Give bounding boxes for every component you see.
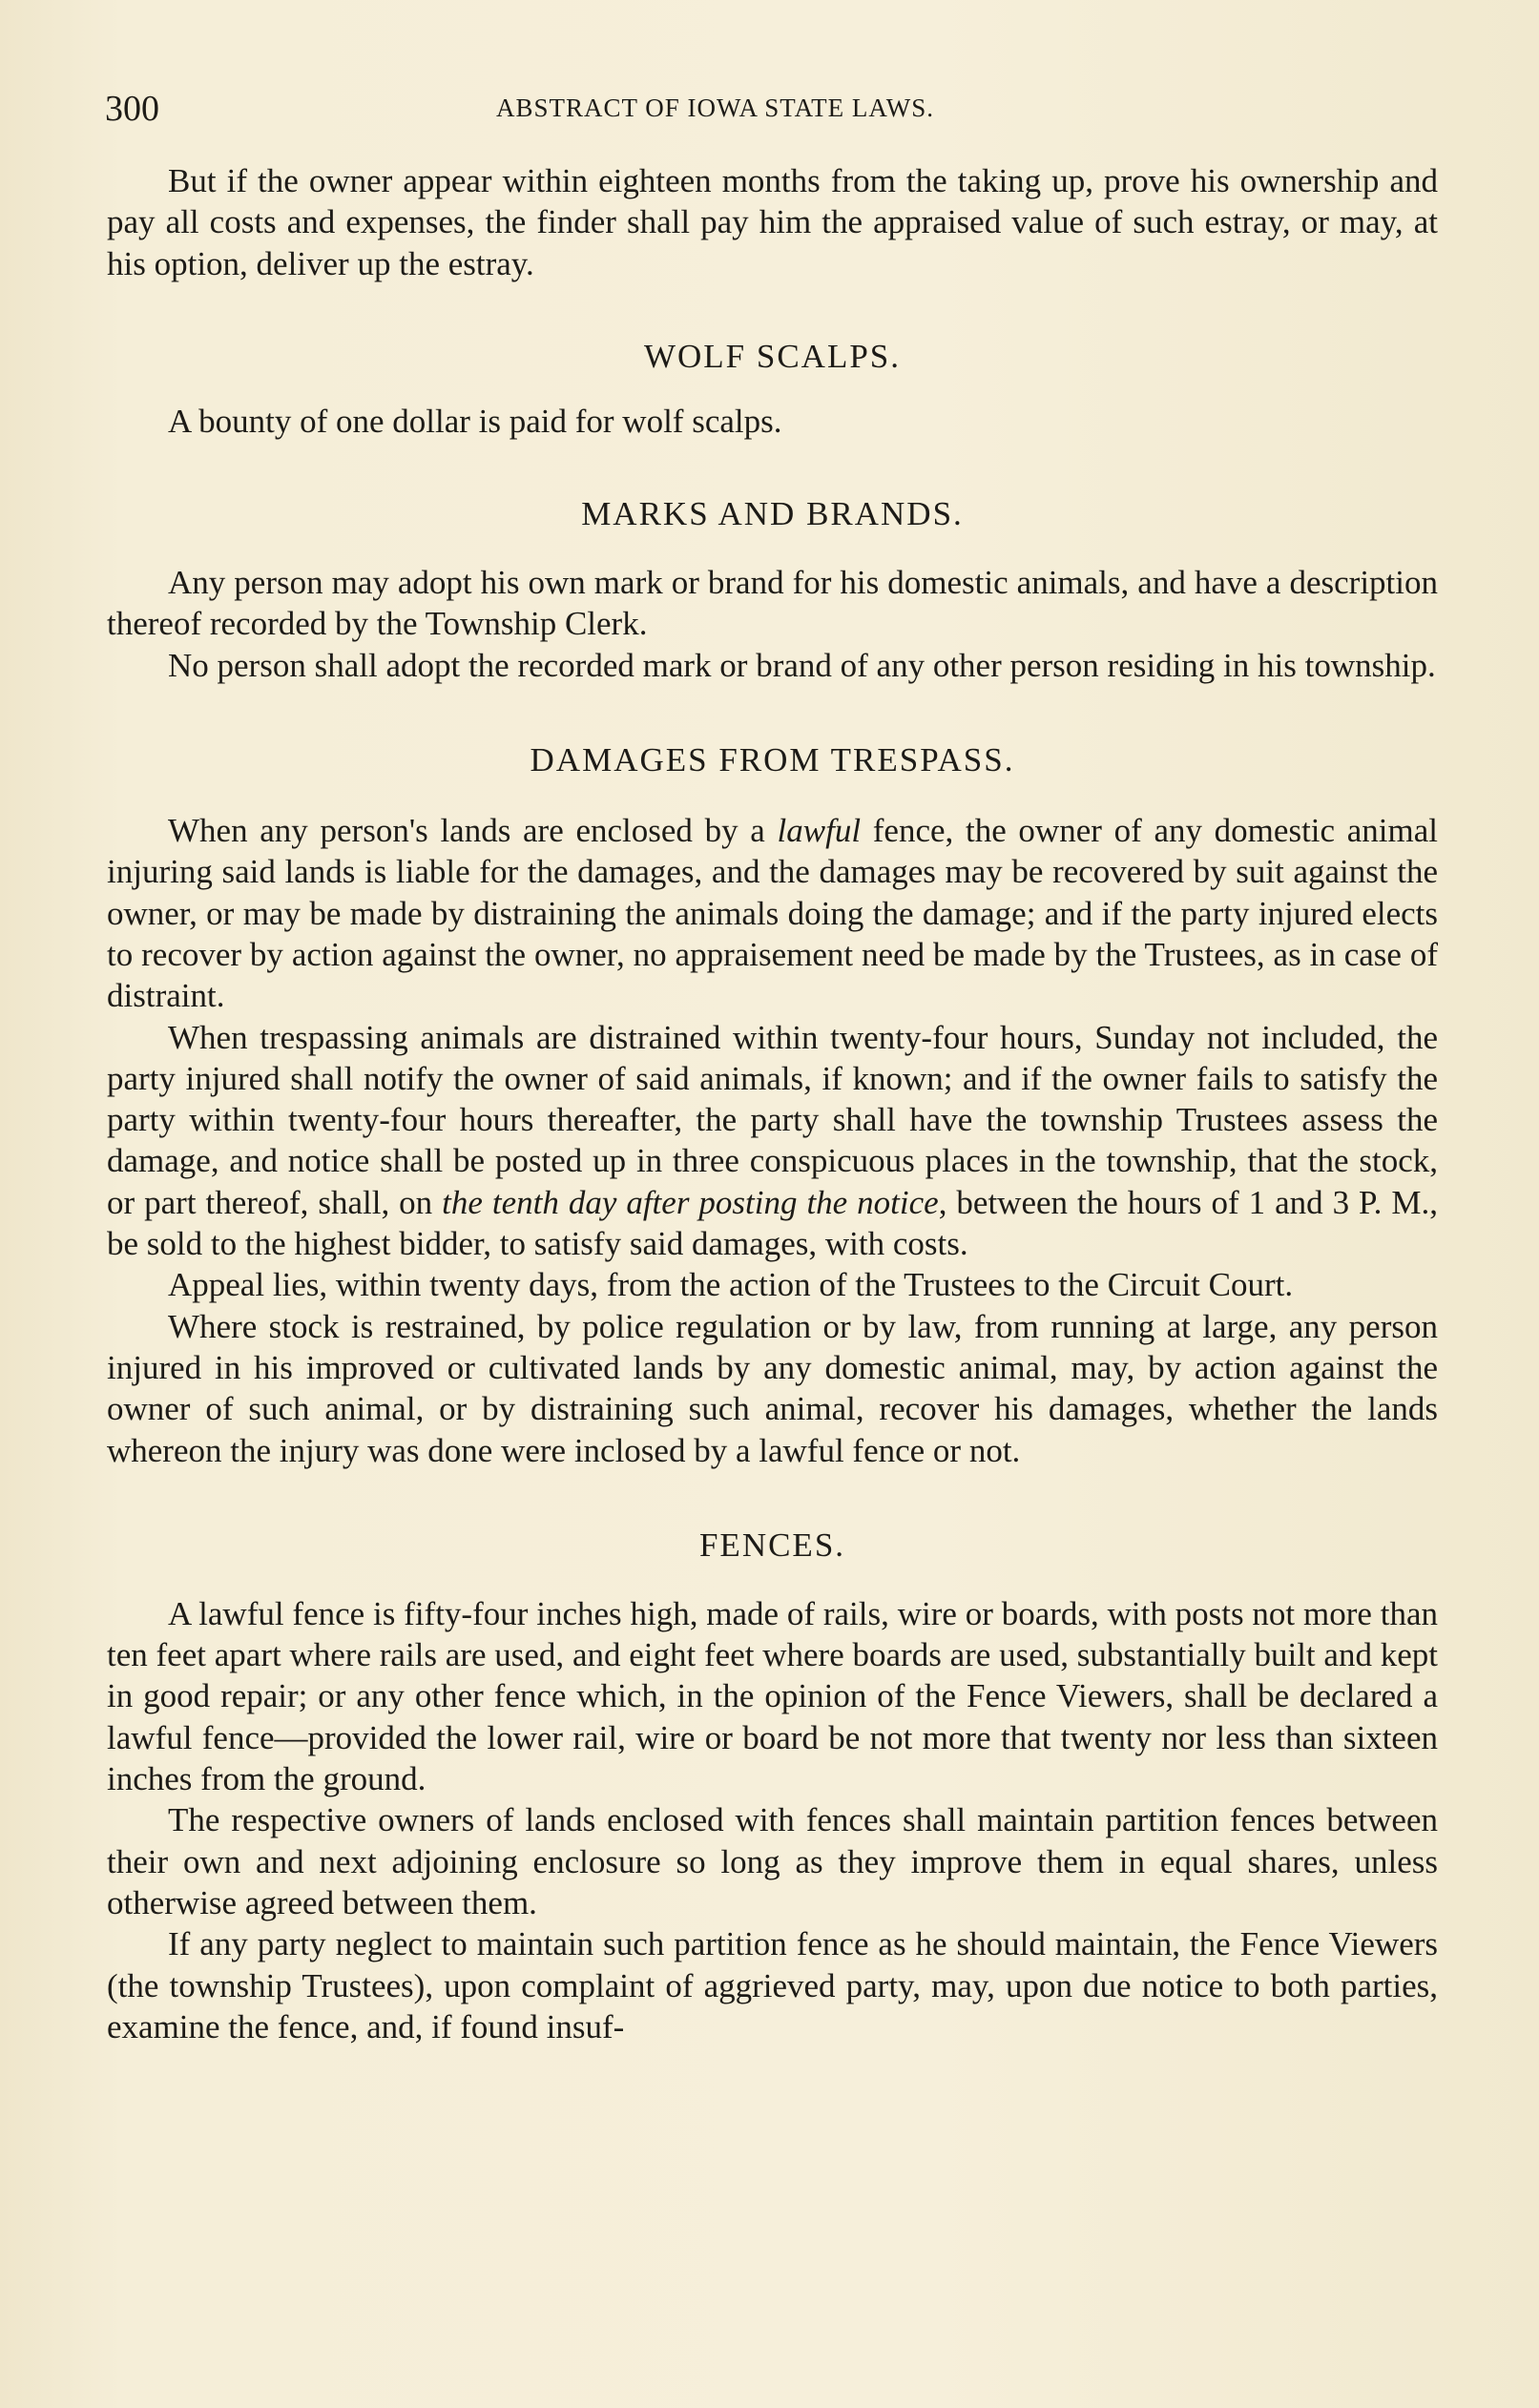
page-header [105,88,1441,135]
damages-p1-text-b: fence, the owner of any domestic animal injuring said lands is liable for the damages, and the damages may be recovered by suit against the owner, or may be made by distraining the animals doing the damage; and if the party injured elects to recover by action against the owner, no appraisement need be made by the Trustees, as in case of distraint. [107,812,1438,1015]
damages-paragraph-2 [107,1017,1438,1265]
damages-paragraph-4: Where stock is restrained, by police regulation or by law, from running at large, any person injured in his improved or cultivated lands by any domestic animal, may, by action against the owner of such animal, or by distraining such animal, recover his damages, whether the lands whereon the injury was done were inclosed by a lawful fence or not. [107,1307,1438,1469]
heading-damages-from-trespass: DAMAGES FROM TRESPASS. [530,741,1015,779]
running-title: ABSTRACT OF IOWA STATE LAWS. [496,93,934,122]
wolf-scalps-paragraph: A bounty of one dollar is paid for wolf scalps. [168,402,782,440]
damages-p1-text-a: When any person's lands are enclosed by a [168,812,778,850]
damages-p2-text-b: , between the hours of 1 and 3 P. M., be sold to the highest bidder, to satisfy said damages, with costs. [107,1183,1438,1263]
marks-paragraph-2: No person shall adopt the recorded mark or brand of any other person residing in his township. [168,646,1436,684]
damages-paragraph-3: Appeal lies, within twenty days, from the action of the Trustees to the Circuit Court. [168,1266,1294,1304]
fences-paragraph-2: The respective owners of lands enclosed with fences shall maintain partition fences between their own and next adjoining enclosure so long as they improve them in equal shares, unless otherwise agreed between them. [107,1801,1438,1921]
page-body [107,160,1438,2047]
heading-wolf-scalps: WOLF SCALPS. [643,337,902,375]
fences-paragraph-3: If any party neglect to maintain such partition fence as he should maintain, the Fence Viewers (the township Trustees), upon complaint of aggrieved party, may, upon due notice to both parties, examine the fence, and, if found insuf- [107,1925,1438,2045]
damages-p2-text-a: When trespassing animals are distrained within twenty-four hours, Sunday not included, the party injured shall notify the owner of said animals, if known; and if the owner fails to satisfy the party within twenty-four hours thereafter, the party shall have the township Trustees assess the damage, and notice shall be posted up in three conspicuous places in the township, that the stock, or part thereof, shall, on [107,1018,1438,1221]
marks-paragraph-1: Any person may adopt his own mark or brand for his domestic animals, and have a description thereof recorded by the Township Clerk. [107,564,1438,643]
damages-paragraph-1 [107,810,1438,1016]
damages-p2-italic: the tenth day after posting the notice [442,1183,939,1221]
page-number: 300 [105,89,159,129]
damages-p1-italic: lawful [777,812,862,850]
heading-fences: FENCES. [698,1526,846,1564]
estray-paragraph: But if the owner appear within eighteen months from the taking up, prove his ownership and pay all costs and expenses, the finder shall pay him the appraised value of such estray, or may, at his option, deliver up the estray. [107,162,1438,282]
fences-paragraph-1: A lawful fence is fifty-four inches high, made of rails, wire or boards, with posts not more than ten feet apart where rails are used, and eight feet where boards are used, substantially built and kept in good repair; or any other fence which, in the opinion of the Fence Viewers, shall be declared a lawful fence—provided the lower rail, wire or board be not more that twenty nor less than sixteen inches from the ground. [107,1594,1438,1798]
heading-marks-and-brands: MARKS AND BRANDS. [581,495,964,533]
